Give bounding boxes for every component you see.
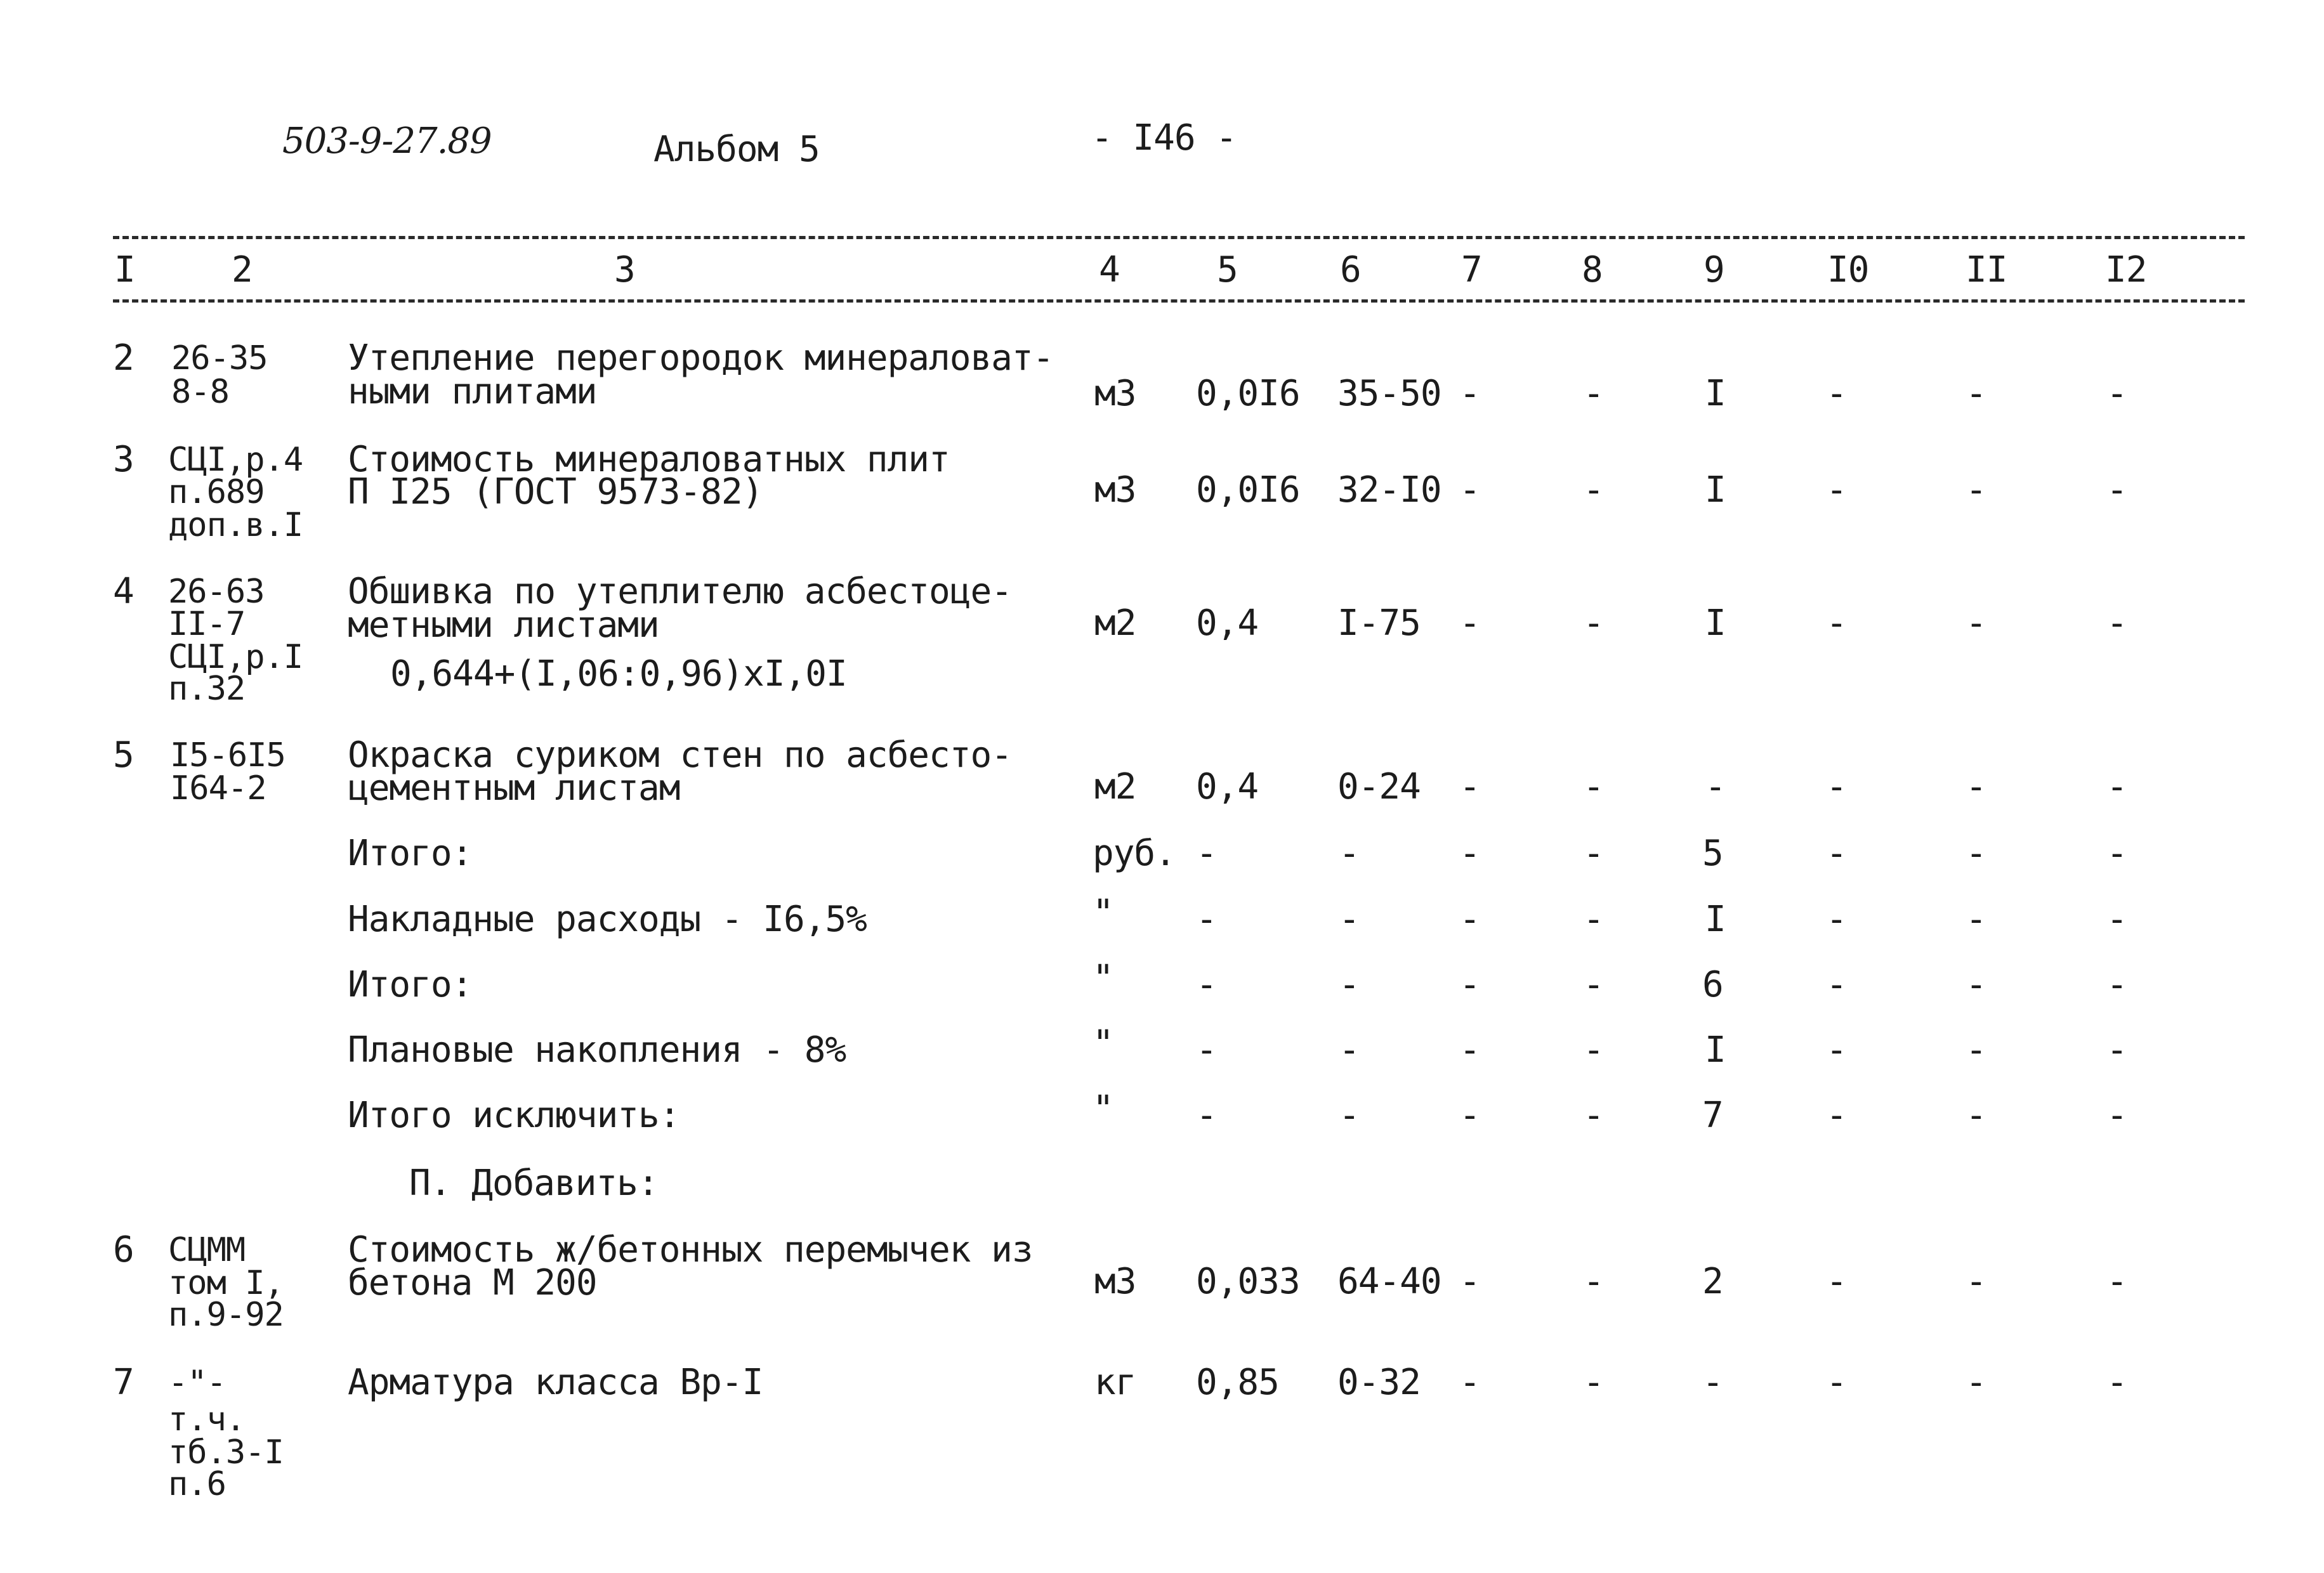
summary-label: Накладные расходы - I6,5%	[348, 899, 867, 940]
row-cell: -	[1459, 603, 1480, 644]
row-description: Стоимость ж/бетонных перемычек из	[348, 1229, 1033, 1270]
row-cell: -	[1583, 1261, 1604, 1302]
row-unit: м2	[1094, 603, 1136, 644]
summary-cell: -	[1826, 833, 1847, 874]
row-code: 8-8	[171, 373, 229, 411]
summary-cell: -	[1966, 1095, 1986, 1136]
row-number: 7	[113, 1362, 134, 1403]
row-cell: -	[1966, 603, 1986, 644]
row-cell: -	[1826, 766, 1847, 807]
row-description: Утепление перегородок минераловат-	[348, 337, 1054, 379]
summary-cell: -	[1826, 1029, 1847, 1071]
row-unit: кг	[1094, 1362, 1136, 1403]
summary-cell: -	[1966, 964, 1986, 1005]
row-unit: м3	[1094, 373, 1136, 414]
row-number: 4	[113, 571, 134, 612]
summary-cell: I	[1705, 899, 1726, 940]
row-price: I-75	[1337, 603, 1421, 644]
row-cell: 2	[1702, 1261, 1723, 1302]
summary-unit: "	[1093, 892, 1113, 934]
row-cell: -	[1459, 1261, 1480, 1302]
row-code: СЦI,р.4	[168, 441, 303, 479]
row-cell: -	[1966, 1362, 1986, 1403]
row-cell: -	[1826, 1362, 1847, 1403]
summary-cell: -	[1196, 1029, 1217, 1071]
row-quantity: 0,4	[1196, 766, 1259, 807]
row-price: 0-32	[1337, 1362, 1421, 1403]
row-description: П I25 (ГОСТ 9573-82)	[348, 471, 763, 512]
summary-label: Итого:	[348, 833, 473, 874]
column-header: I	[114, 249, 135, 290]
summary-cell: -	[2106, 899, 2127, 940]
column-header: 7	[1461, 249, 1482, 290]
row-code: I5-6I5	[170, 736, 286, 774]
summary-cell: -	[2106, 1029, 2127, 1071]
summary-cell: -	[1339, 899, 1360, 940]
row-description: ными плитами	[348, 371, 597, 412]
row-quantity: 0,4	[1196, 603, 1259, 644]
row-code: СЦI,р.I	[168, 638, 303, 676]
summary-cell: -	[1826, 1095, 1847, 1136]
row-cell: -	[2106, 766, 2127, 807]
row-code: 26-63	[168, 573, 265, 611]
row-cell: -	[1583, 373, 1604, 414]
summary-cell: -	[1339, 1029, 1360, 1071]
summary-cell: 7	[1702, 1095, 1723, 1136]
row-price: 0-24	[1337, 766, 1421, 807]
row-cell: -	[1459, 1362, 1480, 1403]
summary-cell: -	[2106, 833, 2127, 874]
summary-label: Итого:	[348, 964, 473, 1005]
row-description: Стоимость минераловатных плит	[348, 439, 950, 480]
row-cell: -	[1826, 1261, 1847, 1302]
row-cell: -	[1583, 603, 1604, 644]
summary-cell: 5	[1702, 833, 1723, 874]
row-cell: -	[1826, 469, 1847, 511]
row-number: 5	[113, 734, 134, 776]
row-code: п.32	[168, 670, 246, 708]
document-code: 503-9-27.89	[282, 121, 492, 162]
row-unit: м3	[1094, 469, 1136, 511]
summary-unit: "	[1093, 1088, 1113, 1130]
column-header: II	[1966, 249, 2007, 290]
summary-cell: -	[1966, 1029, 1986, 1071]
row-cell: -	[2106, 373, 2127, 414]
row-formula: 0,644+(I,06:0,96)xI,0I	[390, 653, 847, 695]
column-header: 9	[1704, 249, 1724, 290]
row-cell: -	[1459, 373, 1480, 414]
summary-cell: -	[2106, 1095, 2127, 1136]
row-code: тб.3-I	[168, 1433, 284, 1472]
page-number: - I46 -	[1091, 117, 1237, 159]
row-price: 32-I0	[1337, 469, 1441, 511]
column-header: 8	[1582, 249, 1603, 290]
summary-unit: "	[1093, 958, 1113, 999]
summary-cell: -	[1459, 1029, 1480, 1071]
row-cell: -	[1966, 469, 1986, 511]
column-header: 5	[1217, 249, 1238, 290]
row-number: 6	[113, 1229, 134, 1270]
column-header: I0	[1827, 249, 1869, 290]
row-description: цементным листам	[348, 767, 680, 809]
row-cell: -	[1705, 766, 1726, 807]
row-description: метными листами	[348, 604, 659, 646]
row-quantity: 0,0I6	[1196, 373, 1300, 414]
row-code: I64-2	[170, 769, 266, 807]
row-cell: -	[1966, 373, 1986, 414]
row-quantity: 0,85	[1196, 1362, 1279, 1403]
row-quantity: 0,0I6	[1196, 469, 1300, 511]
summary-cell: -	[1826, 899, 1847, 940]
row-code: II-7	[168, 605, 246, 643]
row-cell: -	[1459, 469, 1480, 511]
summary-cell: -	[1583, 899, 1604, 940]
summary-cell: -	[1339, 833, 1360, 874]
row-cell: -	[1966, 1261, 1986, 1302]
summary-cell: -	[1459, 964, 1480, 1005]
row-code: доп.в.I	[168, 506, 303, 544]
summary-cell: -	[1339, 1095, 1360, 1136]
row-cell: -	[1583, 1362, 1604, 1403]
row-description: Окраска суриком стен по асбесто-	[348, 734, 1012, 776]
row-cell: -	[1459, 766, 1480, 807]
summary-unit: "	[1093, 1023, 1113, 1064]
row-cell: -	[1702, 1362, 1723, 1403]
row-code: т.ч.	[168, 1400, 246, 1439]
summary-cell: I	[1705, 1029, 1726, 1071]
column-header: 6	[1340, 249, 1361, 290]
album-label: Альбом 5	[653, 129, 820, 170]
summary-cell: -	[1196, 964, 1217, 1005]
summary-unit: руб.	[1093, 833, 1176, 874]
row-code: СЦММ	[168, 1231, 246, 1269]
row-code: п.6	[168, 1465, 226, 1503]
summary-cell: -	[2106, 964, 2127, 1005]
row-cell: -	[1966, 766, 1986, 807]
row-cell: -	[2106, 1261, 2127, 1302]
column-header: I2	[2105, 249, 2147, 290]
header-rule-bottom	[113, 299, 2245, 303]
row-cell: I	[1705, 469, 1726, 511]
column-header: 2	[232, 249, 253, 290]
row-cell: -	[1826, 373, 1847, 414]
row-cell: -	[1583, 469, 1604, 511]
row-code: п.689	[168, 473, 265, 511]
row-cell: I	[1705, 373, 1726, 414]
summary-cell: -	[1339, 964, 1360, 1005]
column-header: 4	[1099, 249, 1120, 290]
row-cell: -	[1583, 766, 1604, 807]
row-price: 64-40	[1337, 1261, 1441, 1302]
summary-cell: -	[1583, 964, 1604, 1005]
summary-label: Итого исключить:	[348, 1095, 680, 1136]
summary-cell: -	[1966, 833, 1986, 874]
summary-cell: -	[1966, 899, 1986, 940]
row-cell: -	[2106, 603, 2127, 644]
summary-cell: -	[1196, 1095, 1217, 1136]
summary-cell: -	[1583, 1029, 1604, 1071]
row-code: -"-	[168, 1364, 226, 1402]
summary-cell: 6	[1702, 964, 1723, 1005]
row-cell: -	[1826, 603, 1847, 644]
summary-label: Плановые накопления - 8%	[348, 1029, 846, 1071]
row-cell: -	[2106, 469, 2127, 511]
summary-cell: -	[1459, 1095, 1480, 1136]
row-number: 3	[113, 439, 134, 480]
row-cell: I	[1705, 603, 1726, 644]
section-title: П. Добавить:	[409, 1163, 659, 1204]
row-unit: м3	[1094, 1261, 1136, 1302]
summary-cell: -	[1459, 833, 1480, 874]
summary-cell: -	[1196, 833, 1217, 874]
row-description: бетона М 200	[348, 1262, 597, 1303]
row-code: п.9-92	[168, 1296, 284, 1334]
row-unit: м2	[1094, 766, 1136, 807]
row-code: 26-35	[171, 339, 268, 377]
summary-cell: -	[1583, 1095, 1604, 1136]
summary-cell: -	[1459, 899, 1480, 940]
row-cell: -	[2106, 1362, 2127, 1403]
summary-cell: -	[1826, 964, 1847, 1005]
column-header: 3	[614, 249, 635, 290]
row-code: том I,	[168, 1264, 284, 1302]
row-description: Обшивка по утеплителю асбестоце-	[348, 571, 1012, 612]
summary-cell: -	[1196, 899, 1217, 940]
summary-cell: -	[1583, 833, 1604, 874]
row-description: Арматура класса Вр-I	[348, 1362, 763, 1403]
row-price: 35-50	[1337, 373, 1441, 414]
header-rule-top	[113, 236, 2245, 239]
row-quantity: 0,033	[1196, 1261, 1300, 1302]
row-number: 2	[113, 337, 134, 379]
